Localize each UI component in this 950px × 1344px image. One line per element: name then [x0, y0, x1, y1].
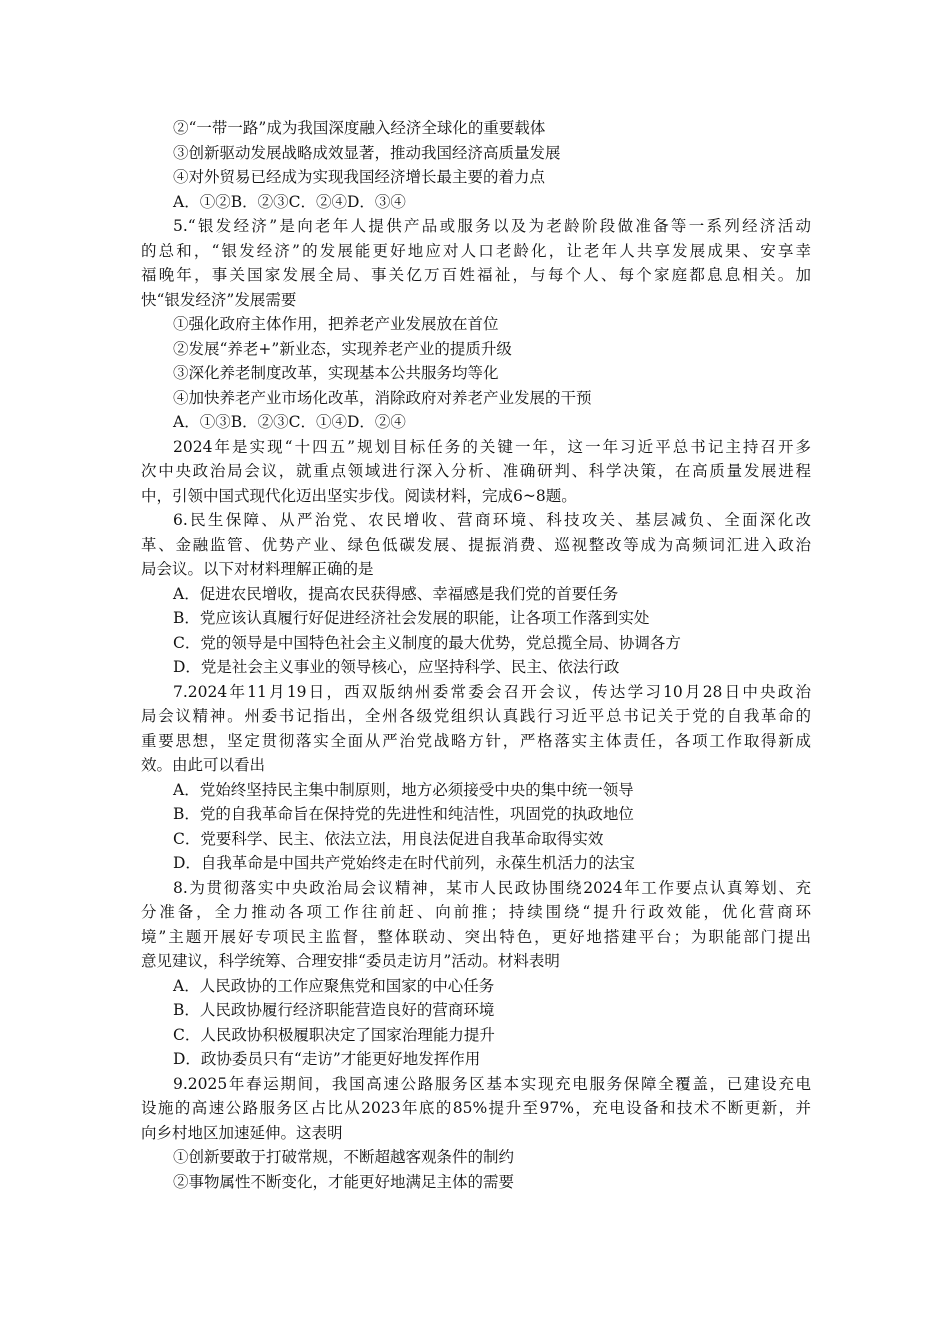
- q4-choices: A．①②B．②③C．②④D．③④: [173, 192, 406, 211]
- q6-option-d: D．党是社会主义事业的领导核心，应坚持科学、民主、依法行政: [173, 658, 620, 676]
- q4-option-2: ②“一带一路”成为我国深度融入经济全球化的重要载体: [173, 119, 546, 137]
- q6-stem-line-1: 6.民生保障、从严治党、农民增收、营商环境、科技攻关、基层减负、全面深化改: [173, 511, 811, 529]
- q7-option-d: D．自我革命是中国共产党始终走在时代前列，永葆生机活力的法宝: [173, 854, 635, 872]
- q5-choices: A．①③B．②③C．①④D．②④: [173, 413, 406, 431]
- q9-option-1: ①创新要敢于打破常规，不断超越客观条件的制约: [173, 1148, 515, 1166]
- q9-option-2: ②事物属性不断变化，才能更好地满足主体的需要: [173, 1172, 515, 1191]
- q8-stem-line-3: 境”主题开展好专项民主监督，整体联动、突出特色，更好地搭建平台；为职能部门提出: [141, 927, 811, 946]
- q5-option-1: ①强化政府主体作用，把养老产业发展放在首位: [173, 315, 499, 333]
- q8-option-b: B．人民政协履行经济职能营造良好的营商环境: [173, 1001, 495, 1019]
- q8-stem-line-1: 8.为贯彻落实中央政治局会议精神，某市人民政协围绕2024年工作要点认真筹划、充: [173, 878, 811, 897]
- q8-option-c: C．人民政协积极履职决定了国家治理能力提升: [173, 1025, 495, 1044]
- q7-stem-line-3: 重要思想，坚定贯彻落实全面从严治党战略方针，严格落实主体责任，各项工作取得新成: [141, 731, 811, 750]
- q5-stem-line-3: 福晚年，事关国家发展全局、事关亿万百姓福祉，与每个人、每个家庭都息息相关。加: [141, 266, 811, 284]
- q5-option-4: ④加快养老产业市场化改革，消除政府对养老产业发展的干预: [173, 388, 592, 407]
- q7-stem-line-4: 效。由此可以看出: [141, 756, 266, 774]
- material-intro-line-1: 2024年是实现“十四五”规划目标任务的关键一年，这一年习近平总书记主持召开多: [173, 437, 811, 456]
- q9-stem-line-1: 9.2025年春运期间，我国高速公路服务区基本实现充电服务保障全覆盖，已建设充电: [173, 1074, 811, 1093]
- q6-option-b: B．党应该认真履行好促进经济社会发展的职能，让各项工作落到实处: [173, 609, 650, 627]
- material-intro-line-2: 次中央政治局会议，就重点领域进行深入分析、准确研判、科学决策，在高质量发展进程: [141, 462, 811, 480]
- q7-stem-line-2: 局会议精神。州委书记指出，全州各级党组织认真践行习近平总书记关于党的自我革命的: [141, 707, 811, 725]
- q8-option-a: A．人民政协的工作应聚焦党和国家的中心任务: [173, 976, 495, 995]
- q8-option-d: D．政协委员只有“走访”才能更好地发挥作用: [173, 1050, 481, 1068]
- q7-option-c: C．党要科学、民主、依法立法，用良法促进自我革命取得实效: [173, 829, 604, 848]
- q5-stem-line-1: 5.“银发经济”是向老年人提供产品或服务以及为老龄阶段做准备等一系列经济活动: [173, 217, 811, 235]
- q7-stem-line-1: 7.2024年11月19日，西双版纳州委常委会召开会议，传达学习10月28日中央政治: [173, 682, 811, 701]
- q6-stem-line-3: 局会议。以下对材料理解正确的是: [141, 560, 374, 578]
- q5-option-2: ②发展“养老+”新业态，实现养老产业的提质升级: [173, 339, 512, 358]
- q8-stem-line-4: 意见建议，科学统筹、合理安排“委员走访月”活动。材料表明: [141, 952, 560, 970]
- q7-option-b: B．党的自我革命旨在保持党的先进性和纯洁性，巩固党的执政地位: [173, 805, 634, 823]
- material-intro-line-3: 中，引领中国式现代化迈出坚实步伐。阅读材料，完成6~8题。: [141, 486, 577, 505]
- question-text-block: [141, 116, 811, 1194]
- q4-option-4: ④对外贸易已经成为实现我国经济增长最主要的着力点: [173, 168, 546, 186]
- q6-option-a: A．促进农民增收，提高农民获得感、幸福感是我们党的首要任务: [173, 584, 619, 603]
- q7-option-a: A．党始终坚持民主集中制原则，地方必须接受中央的集中统一领导: [173, 780, 634, 799]
- q4-option-3: ③创新驱动发展战略成效显著，推动我国经济高质量发展: [173, 143, 561, 162]
- q9-stem-line-2: 设施的高速公路服务区占比从2023年底的85%提升至97%，充电设备和技术不断更新，并: [141, 1099, 811, 1117]
- q9-stem-line-3: 向乡村地区加速延伸。这表明: [141, 1123, 343, 1142]
- q6-option-c: C．党的领导是中国特色社会主义制度的最大优势，党总揽全局、协调各方: [173, 633, 681, 652]
- q6-stem-line-2: 革、金融监管、优势产业、绿色低碳发展、提振消费、巡视整改等成为高频词汇进入政治: [141, 535, 811, 554]
- q5-stem-line-2: 的总和，“银发经济”的发展能更好地应对人口老龄化，让老年人共享发展成果、安享幸: [141, 241, 811, 260]
- q5-stem-line-4: 快“银发经济”发展需要: [141, 290, 297, 309]
- q8-stem-line-2: 分准备，全力推动各项工作往前赶、向前推；持续围绕“提升行政效能，优化营商环: [141, 903, 811, 921]
- q5-option-3: ③深化养老制度改革，实现基本公共服务均等化: [173, 364, 499, 382]
